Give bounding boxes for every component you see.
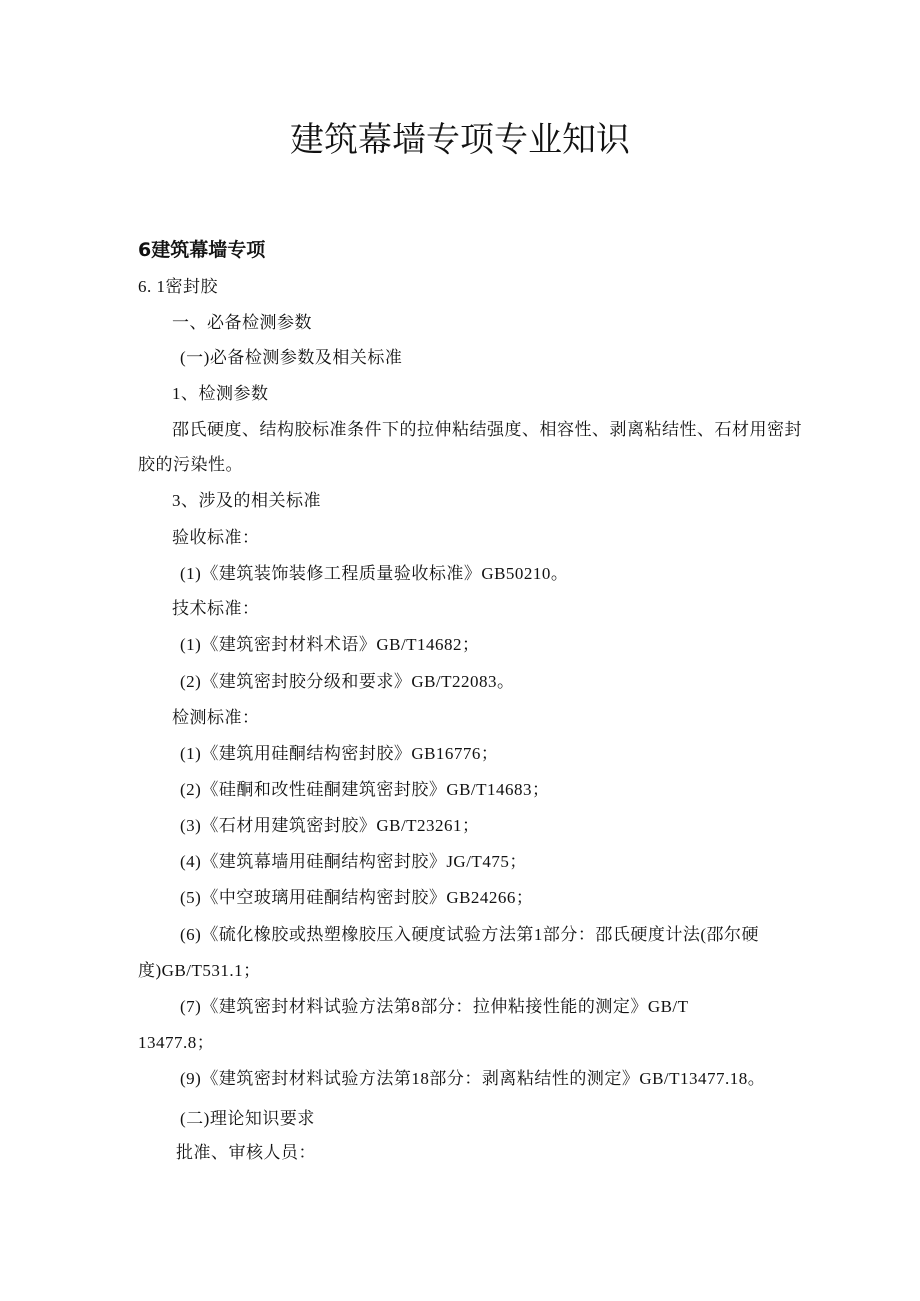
testing-standard-item: (9)《建筑密封材料试验方法第18部分：剥离粘结性的测定》GB/T13477.18。	[180, 1069, 766, 1088]
subpart-heading: (二)理论知识要求	[180, 1109, 315, 1128]
testing-standard-item-continuation: 13477.8；	[138, 1033, 215, 1052]
testing-standard-item: (3)《石材用建筑密封胶》GB/T23261；	[180, 816, 480, 835]
technical-standard-item: (2)《建筑密封胶分级和要求》GB/T22083。	[180, 672, 515, 691]
testing-standard-item: (1)《建筑用硅酮结构密封胶》GB16776；	[180, 744, 499, 763]
testing-standards-label: 检测标准：	[172, 708, 260, 727]
technical-standard-item: (1)《建筑密封材料术语》GB/T14682；	[180, 635, 480, 654]
testing-standard-item: (7)《建筑密封材料试验方法第8部分：拉伸粘接性能的测定》GB/T	[180, 997, 689, 1016]
testing-standard-item-continuation: 度)GB/T531.1；	[138, 961, 261, 980]
technical-standards-label: 技术标准：	[172, 599, 260, 618]
testing-standard-item: (5)《中空玻璃用硅酮结构密封胶》GB24266；	[180, 888, 534, 907]
standards-heading: 3、涉及的相关标准	[172, 491, 321, 510]
parameters-text-line: 胶的污染性。	[138, 455, 243, 474]
part-heading: 一、必备检测参数	[172, 313, 312, 332]
document-title: 建筑幕墙专项专业知识	[290, 120, 630, 160]
acceptance-standard-item: (1)《建筑装饰装修工程质量验收标准》GB50210。	[180, 564, 569, 583]
testing-standard-item: (2)《硅酮和改性硅酮建筑密封胶》GB/T14683；	[180, 780, 550, 799]
parameters-heading: 1、检测参数	[172, 384, 269, 403]
subpart-heading: (一)必备检测参数及相关标准	[180, 348, 403, 367]
testing-standard-item: (6)《硫化橡胶或热塑橡胶压入硬度试验方法第1部分：邵氏硬度计法(邵尔硬	[180, 925, 759, 944]
approval-label: 批准、审核人员：	[176, 1143, 316, 1162]
section-heading: 6. 1密封胶	[138, 277, 218, 296]
acceptance-standards-label: 验收标准：	[172, 528, 260, 547]
testing-standard-item: (4)《建筑幕墙用硅酮结构密封胶》JG/T475；	[180, 852, 527, 871]
chapter-heading: 6建筑幕墙专项	[138, 239, 266, 261]
parameters-text-line: 邵氏硬度、结构胶标准条件下的拉伸粘结强度、相容性、剥离粘结性、石材用密封	[172, 420, 802, 439]
